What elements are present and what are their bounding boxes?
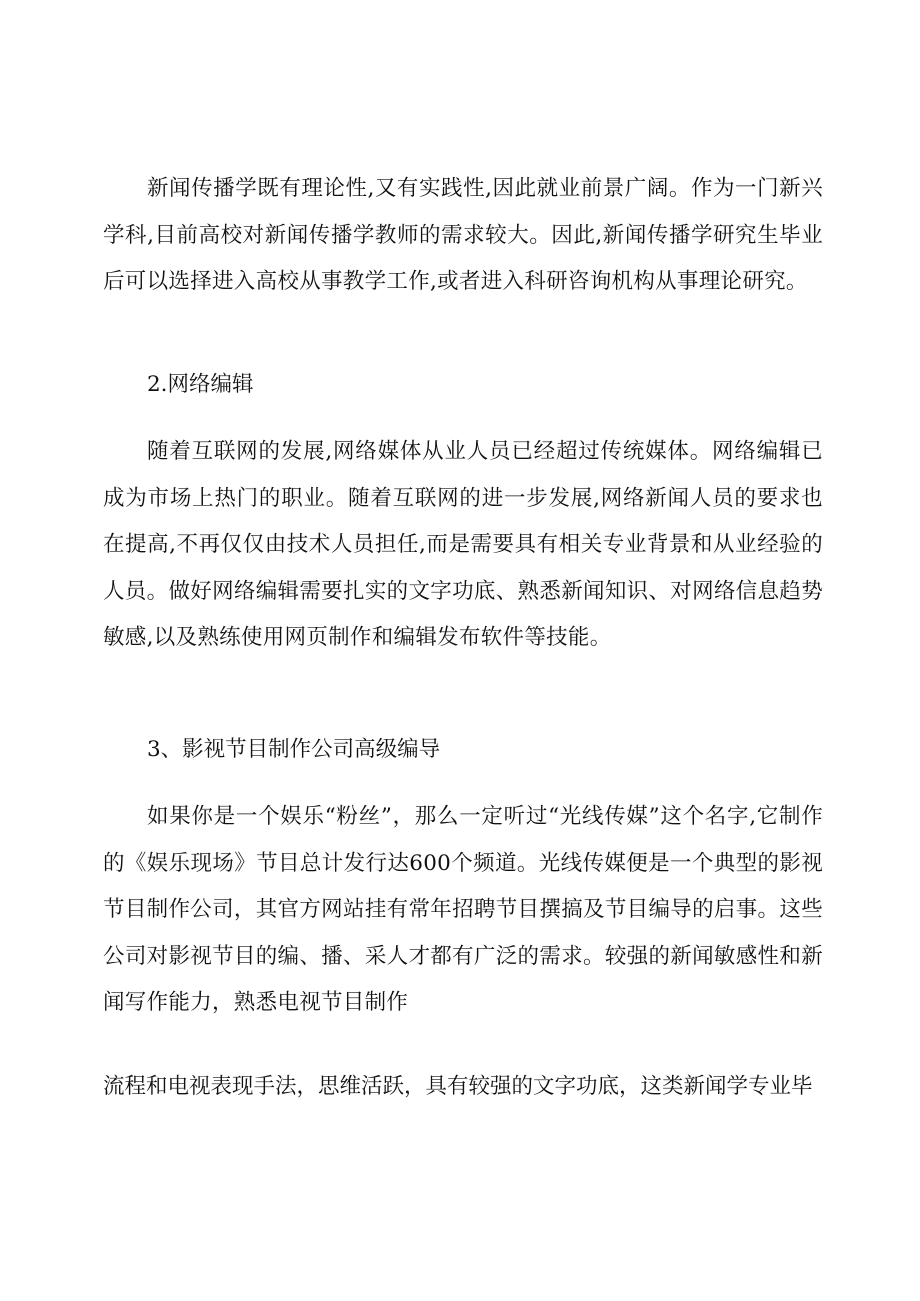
heading-network-editor: 2.网络编辑 <box>147 372 254 397</box>
paragraph-network-editor: 随着互联网的发展,网络媒体从业人员已经超过传统媒体。网络编辑已成为市场上热门的职业。随着互联网的进一步发展,网络新闻人员的要求也在提高,不再仅仅由技术人员担任,而是需要具有相关专业背景和从业经验的人员。做好网络编辑需要扎实的文字功底、熟悉新闻知识、对网络信息趋势敏感,以及熟练使用网页制作和编辑发布软件等技能。 <box>103 439 823 650</box>
paragraph-film-tv-director: 如果你是一个娱乐“粉丝”，那么一定听过“光线传媒”这个名字,它制作的《娱乐现场》节目总计发行达600个频道。光线传媒便是一个典型的影视节目制作公司，其官方网站挂有常年招聘节目撰搞及节目编导的启事。这些公司对影视节目的编、播、采人才都有广泛的需求。较强的新闻敏感性和新闻写作能力，熟悉电视节目制作 <box>103 804 823 1015</box>
paragraph-career-academia: 新闻传播学既有理论性,又有实践性,因此就业前景广阔。作为一门新兴学科,目前高校对新闻传播学教师的需求较大。因此,新闻传播学研究生毕业后可以选择进入高校从事教学工作,或者进入科研咨询机构从事理论研究。 <box>103 176 823 294</box>
paragraph-continued-line: 流程和电视表现手法，思维活跃，具有较强的文字功底，这类新闻学专业毕 <box>103 1074 813 1099</box>
heading-film-tv-director: 3、影视节目制作公司高级编导 <box>147 737 441 762</box>
